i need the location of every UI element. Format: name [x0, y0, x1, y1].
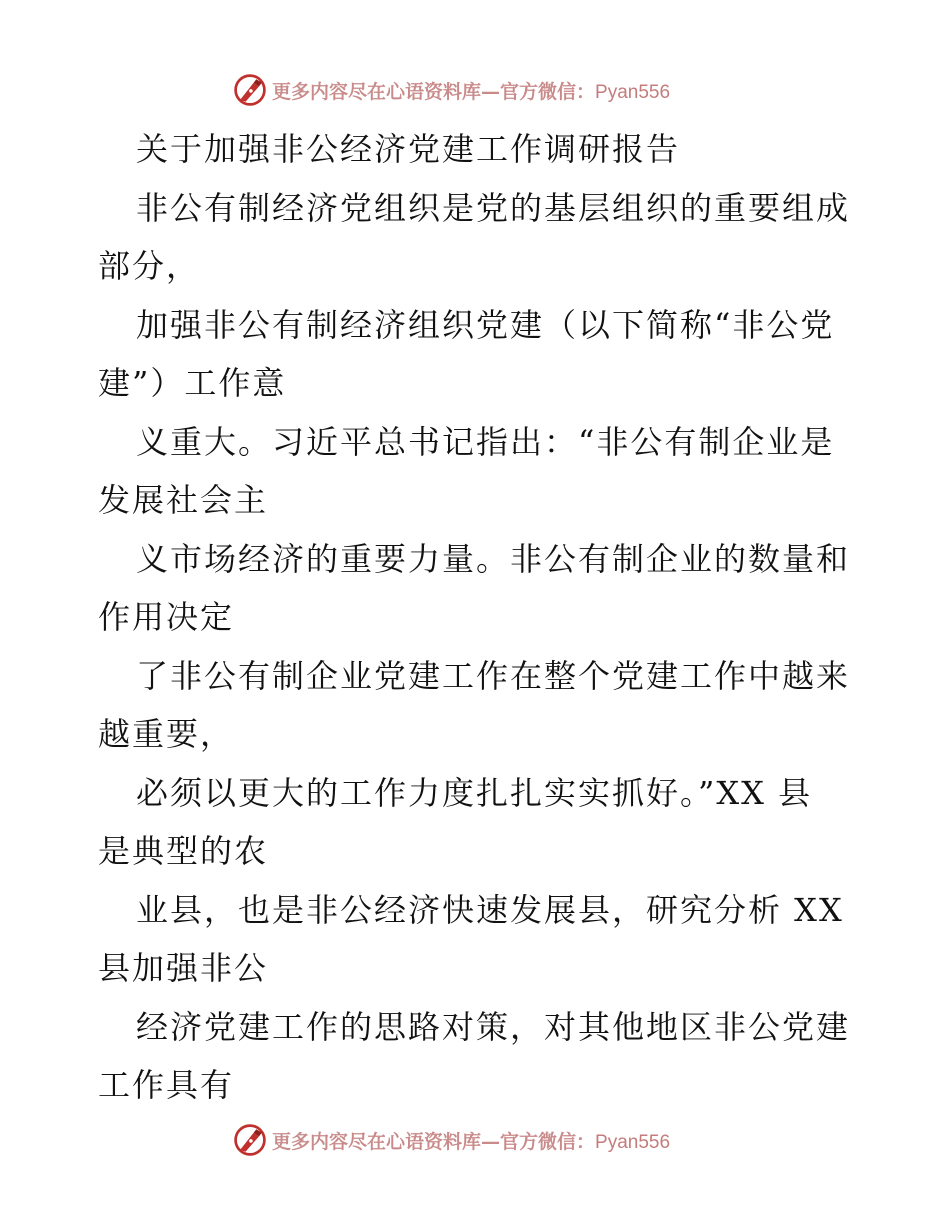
text-line: 了非公有制企业党建工作在整个党建工作中越来: [136, 656, 851, 695]
text-line: 县加强非公: [98, 949, 269, 987]
text-line: 工作具有: [98, 1066, 235, 1104]
pen-nib-logo-icon: [232, 72, 268, 108]
watermark-text: [272, 77, 670, 104]
header-watermark: [232, 70, 670, 110]
watermark-prefix: 更多内容尽在心语资料库—官方微信：: [272, 1130, 596, 1153]
text-line: 非公有制经济党组织是党的基层组织的重要组成: [136, 188, 851, 227]
text-line: 建”）工作意: [98, 364, 287, 402]
text-line: 加强非公有制经济组织党建（以下简称“非公党: [136, 305, 835, 344]
watermark-prefix: 更多内容尽在心语资料库—官方微信：: [272, 80, 596, 103]
text-line: 义重大。习近平总书记指出：“非公有制企业是: [136, 422, 835, 461]
document-body: [98, 120, 858, 1115]
watermark-wechat-id: Pyan556: [595, 81, 671, 103]
watermark-wechat-id: Pyan556: [595, 1131, 671, 1153]
text-line: 作用决定: [98, 598, 235, 636]
watermark-text: [272, 1127, 670, 1154]
document-title: 关于加强非公经济党建工作调研报告: [136, 130, 681, 168]
text-line: 必须以更大的工作力度扎扎实实抓好。”XX 县: [136, 773, 813, 812]
footer-watermark: [232, 1120, 670, 1160]
pen-nib-logo-icon: [232, 1122, 268, 1158]
text-line: 部分，: [98, 247, 201, 285]
text-line: 发展社会主: [98, 481, 269, 519]
text-line: 义市场经济的重要力量。非公有制企业的数量和: [136, 539, 851, 578]
text-line: 越重要，: [98, 715, 235, 753]
text-line: 是典型的农: [98, 832, 269, 870]
text-line: 经济党建工作的思路对策，对其他地区非公党建: [136, 1007, 851, 1046]
text-line: 业县，也是非公经济快速发展县，研究分析 XX: [136, 890, 844, 929]
